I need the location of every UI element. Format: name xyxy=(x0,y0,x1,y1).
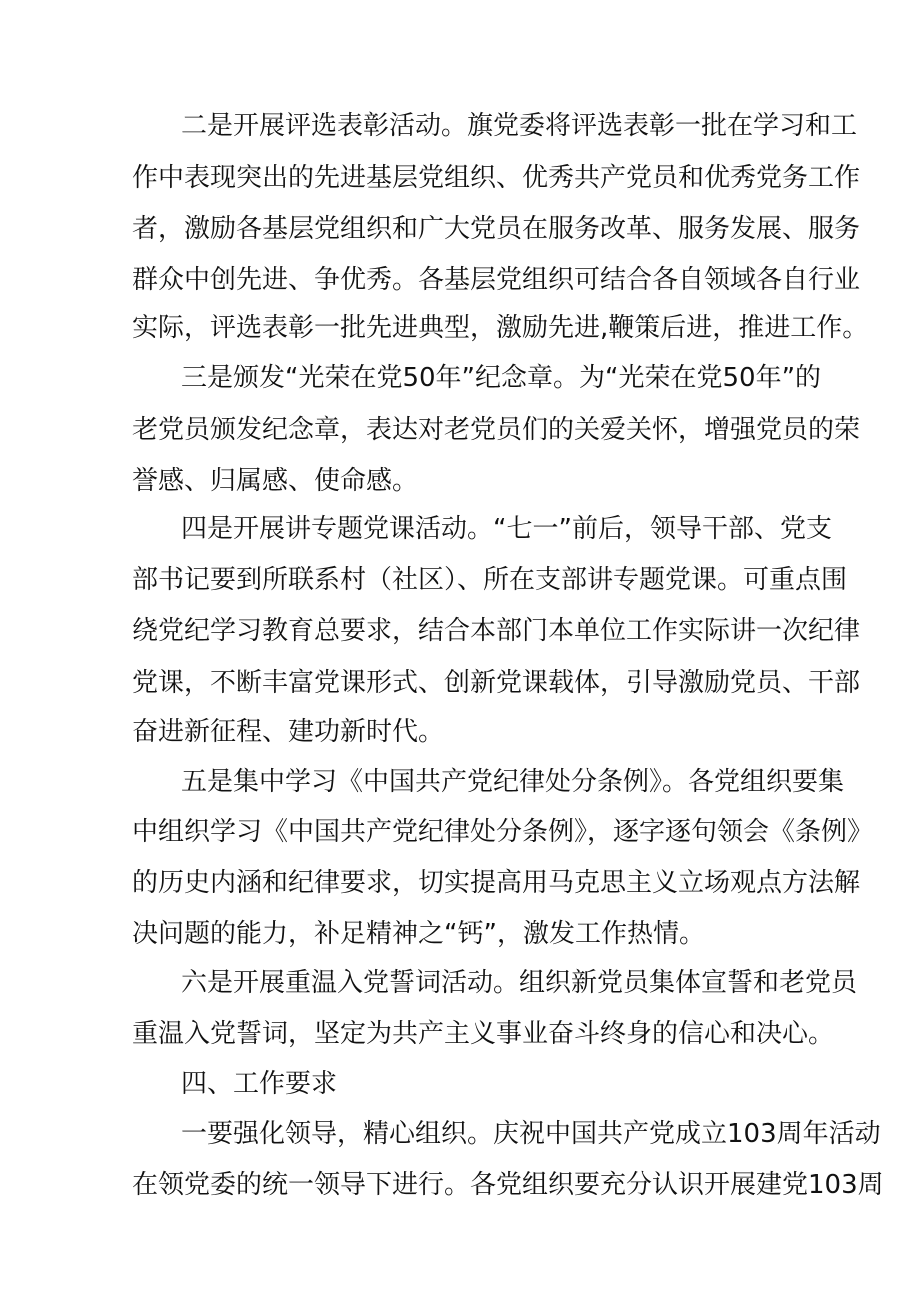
paragraph-7-line-1: 一要强化领导，精心组织。庆祝中国共产党成立103周年活动 xyxy=(181,1119,881,1149)
paragraph-4-line-1: 四是开展讲专题党课活动。“七一”前后，领导干部、党支 xyxy=(181,514,832,544)
paragraph-4-line-4: 党课，不断丰富党课形式、创新党课载体，引导激励党员、干部 xyxy=(132,668,861,698)
paragraph-3-line-1: 三是颁发“光荣在党50年”纪念章。为“光荣在党50年”的 xyxy=(181,363,822,393)
paragraph-2-line-5: 实际，评选表彰一批先进典型，激励先进,鞭策后进，推进工作。 xyxy=(132,313,869,343)
paragraph-6-line-1: 六是开展重温入党誓词活动。组织新党员集体宣誓和老党员 xyxy=(181,968,858,998)
paragraph-2-line-2: 作中表现突出的先进基层党组织、优秀共产党员和优秀党务工作 xyxy=(132,163,861,193)
paragraph-2-line-1: 二是开展评选表彰活动。旗党委将评选表彰一批在学习和工 xyxy=(181,111,858,141)
paragraph-5-line-1: 五是集中学习《中国共产党纪律处分条例》。各党组织要集 xyxy=(181,767,845,797)
paragraph-3-line-3: 誉感、归属感、使命感。 xyxy=(132,466,419,496)
paragraph-5-line-3: 的历史内涵和纪律要求，切实提高用马克思主义立场观点方法解 xyxy=(132,868,861,898)
paragraph-4-line-3: 绕党纪学习教育总要求，结合本部门本单位工作实际讲一次纪律 xyxy=(132,616,861,646)
section-heading-work-requirements: 四、工作要求 xyxy=(181,1069,338,1099)
paragraph-3-line-2: 老党员颁发纪念章，表达对老党员们的关爱关怀，增强党员的荣 xyxy=(132,415,861,445)
paragraph-6-line-2: 重温入党誓词，坚定为共产主义事业奋斗终身的信心和决心。 xyxy=(132,1019,835,1049)
paragraph-5-line-2: 中组织学习《中国共产党纪律处分条例》，逐字逐句领会《条例》 xyxy=(132,817,874,847)
paragraph-4-line-2: 部书记要到所联系村（社区）、所在支部讲专题党课。可重点围 xyxy=(132,565,848,595)
paragraph-4-line-5: 奋进新征程、建功新时代。 xyxy=(132,717,445,747)
paragraph-2-line-3: 者，激励各基层党组织和广大党员在服务改革、服务发展、服务 xyxy=(132,214,861,244)
paragraph-5-line-4: 决问题的能力，补足精神之“钙”，激发工作热情。 xyxy=(132,919,705,949)
paragraph-7-line-2: 在领党委的统一领导下进行。各党组织要充分认识开展建党103周 xyxy=(132,1170,884,1200)
paragraph-2-line-4: 群众中创先进、争优秀。各基层党组织可结合各自领域各自行业 xyxy=(132,265,861,295)
